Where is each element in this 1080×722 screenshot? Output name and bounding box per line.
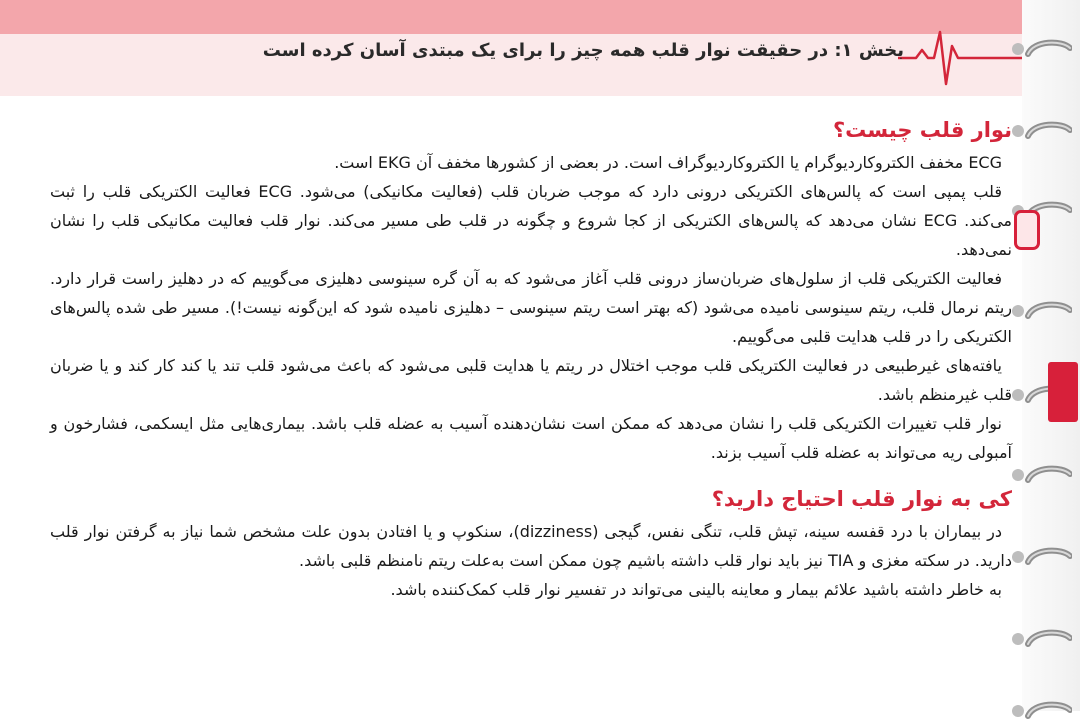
binding-hole: [1012, 469, 1024, 481]
paragraph: ECG مخفف الکتروکاردیوگرام یا الکتروکاردیوگراف است. در بعضی از کشورها مخفف آن EKG است.: [334, 153, 1002, 172]
section-heading-when-needed: کی به نوار قلب احتیاج دارید؟: [711, 487, 1012, 511]
binding-ring: [1024, 546, 1072, 568]
paragraph: یافته‌های غیرطبیعی در فعالیت الکتریکی قلب موجب اختلال در ریتم یا هدایت قلبی می‌شود که باعث می‌شود قلب تند یا کند کار کند و یا ضربان قلب غیرمنظم باشد.: [50, 356, 1012, 404]
paragraph: فعالیت الکتریکی قلب از سلول‌های ضربان‌ساز درونی قلب آغاز می‌شود که به آن گره سینوسی دهلیزی می‌گوییم که در دهلیز راست قرار دارد. ریتم نرمال قلب، ریتم سینوسی نامیده می‌شود (که بهتر است ریتم سینوسی – دهلیزی نامیده شود که این‌گونه نیست!). مسیر طی شده پالس‌های الکتریکی را در قلب هدایت قلبی می‌گوییم.: [50, 269, 1012, 346]
binding-hole: [1012, 389, 1024, 401]
binding-hole: [1012, 43, 1024, 55]
binding-hole: [1012, 633, 1024, 645]
binding-hole: [1012, 705, 1024, 717]
binding-ring: [1024, 300, 1072, 322]
binding-ring: [1024, 38, 1072, 60]
binding-hole: [1012, 305, 1024, 317]
paragraph: در بیماران با درد قفسه سینه، تپش قلب، تنگی نفس، گیجی (dizziness)، سنکوپ و یا افتادن بدون علت مشخص شما نیاز به گرفتن نوار قلب دارید. در سکته مغزی و TIA نیز باید نوار قلب داشته باشیم چون ممکن است به‌علت ریتم نامنظم قلبی باشد.: [50, 522, 1012, 570]
ecg-wave-icon: [898, 28, 1022, 88]
section-heading-what-is-ecg: نوار قلب چیست؟: [832, 118, 1012, 142]
page-content: [50, 118, 1012, 604]
paragraph: قلب پمپی است که پالس‌های الکتریکی درونی دارد که موجب ضربان قلب (فعالیت مکانیکی) می‌شود. ECG فعالیت الکتریکی قلب را ثبت می‌کند. ECG نشان می‌دهد که پالس‌های الکتریکی از کجا شروع و چگونه در قلب طی مسیر می‌کند. نوار قلب فعالیت مکانیکی قلب را نشان نمی‌دهد.: [50, 182, 1012, 259]
paragraph: نوار قلب تغییرات الکتریکی قلب را نشان می‌دهد که ممکن است نشان‌دهنده آسیب به عضله قلب باشد. بیماری‌هایی مثل ایسکمی، فشارخون و آمبولی ریه می‌تواند به عضله قلب آسیب بزند.: [50, 414, 1012, 462]
binding-ring: [1024, 628, 1072, 650]
binding-hole: [1012, 125, 1024, 137]
side-tab-marker: [1014, 210, 1040, 250]
chapter-title: بخش ۱: در حقیقت نوار قلب همه چیز را برای یک مبتدی آسان کرده است: [262, 40, 904, 61]
publisher-logo: [1048, 362, 1078, 422]
paragraph: به خاطر داشته باشید علائم بیمار و معاینه بالینی می‌تواند در تفسیر نوار قلب کمک‌کننده باشد.: [390, 580, 1002, 599]
binding-ring: [1024, 120, 1072, 142]
binding-ring: [1024, 464, 1072, 486]
spiral-binding: [1022, 0, 1080, 711]
binding-hole: [1012, 551, 1024, 563]
binding-ring: [1024, 700, 1072, 722]
